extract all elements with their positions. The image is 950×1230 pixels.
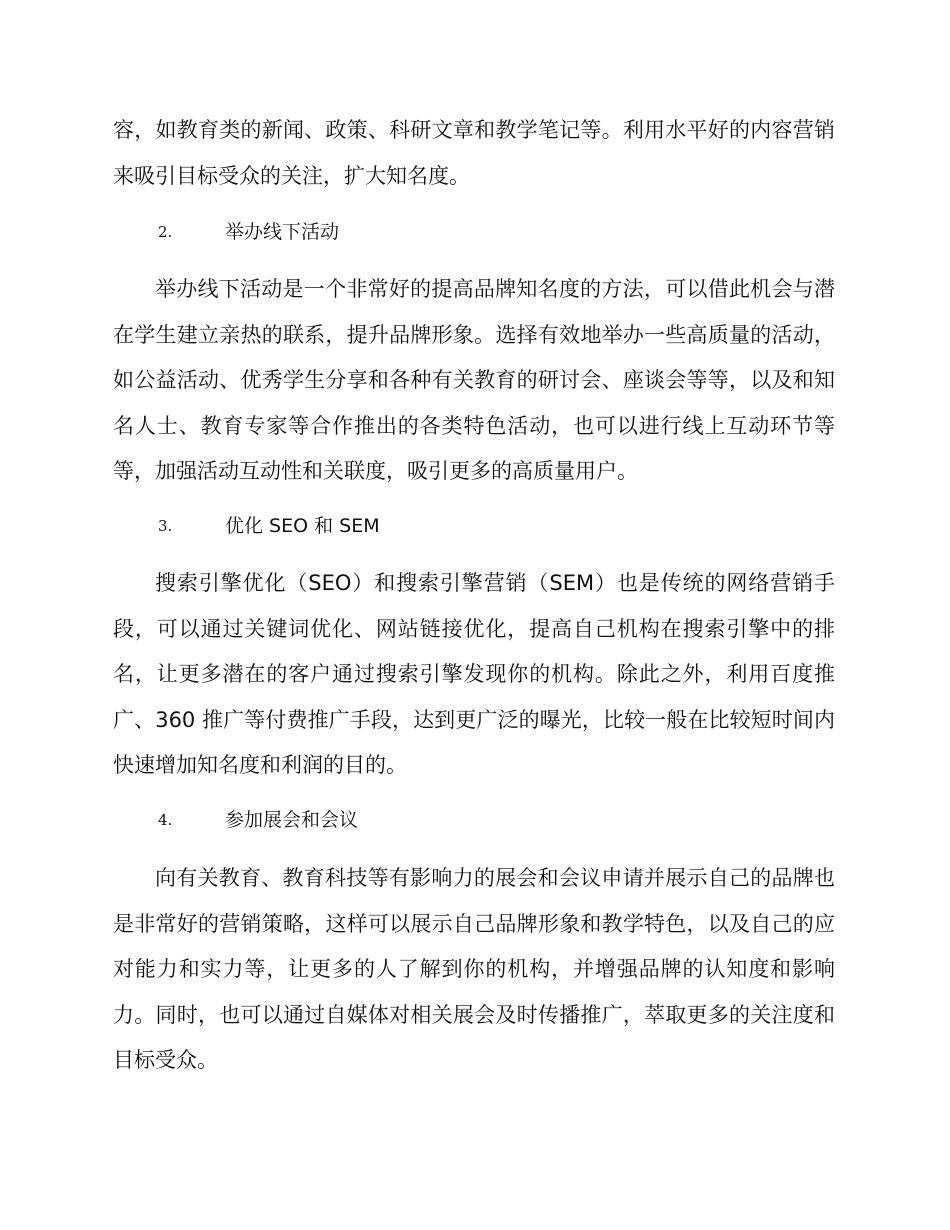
section-number: 3. xyxy=(158,517,173,535)
section-heading-offline-events xyxy=(113,217,835,247)
paragraph-exhibitions: 向有关教育、教育科技等有影响力的展会和会议申请并展示自己的品牌也是非常好的营销策略，这样可以展示自己品牌形象和教学特色，以及自己的应对能力和实力等，让更多的人了解到你的机构，并增强品牌的认知度和影响力。同时，也可以通过自媒体对相关展会及时传播推广，萃取更多的关注度和目标受众。 xyxy=(113,866,835,1072)
section-title: 优化 SEO 和 SEM xyxy=(225,515,380,537)
section-number: 2. xyxy=(158,223,173,241)
section-title: 参加展会和会议 xyxy=(225,809,359,831)
section-heading-seo-sem xyxy=(113,511,835,541)
paragraph-offline-events: 举办线下活动是一个非常好的提高品牌知名度的方法，可以借此机会与潜在学生建立亲热的联系，提升品牌形象。选择有效地举办一些高质量的活动，如公益活动、优秀学生分享和各种有关教育的研讨会、座谈会等等，以及和知名人士、教育专家等合作推出的各类特色活动，也可以进行线上互动环节等等，加强活动互动性和关联度，吸引更多的高质量用户。 xyxy=(113,277,835,483)
paragraph-content-marketing-continued: 容，如教育类的新闻、政策、科研文章和教学笔记等。利用水平好的内容营销来吸引目标受众的关注，扩大知名度。 xyxy=(113,118,835,188)
paragraph-seo-sem: 搜索引擎优化（SEO）和搜索引擎营销（SEM）也是传统的网络营销手段，可以通过关键词优化、网站链接优化，提高自己机构在搜索引擎中的排名，让更多潜在的客户通过搜索引擎发现你的机构。除此之外，利用百度推广、360 推广等付费推广手段，达到更广泛的曝光，比较一般在比较短时间内快速增加知名度和利润的目的。 xyxy=(113,571,835,777)
section-number: 4. xyxy=(158,811,173,829)
section-title: 举办线下活动 xyxy=(225,221,340,243)
section-heading-exhibitions xyxy=(113,805,835,835)
